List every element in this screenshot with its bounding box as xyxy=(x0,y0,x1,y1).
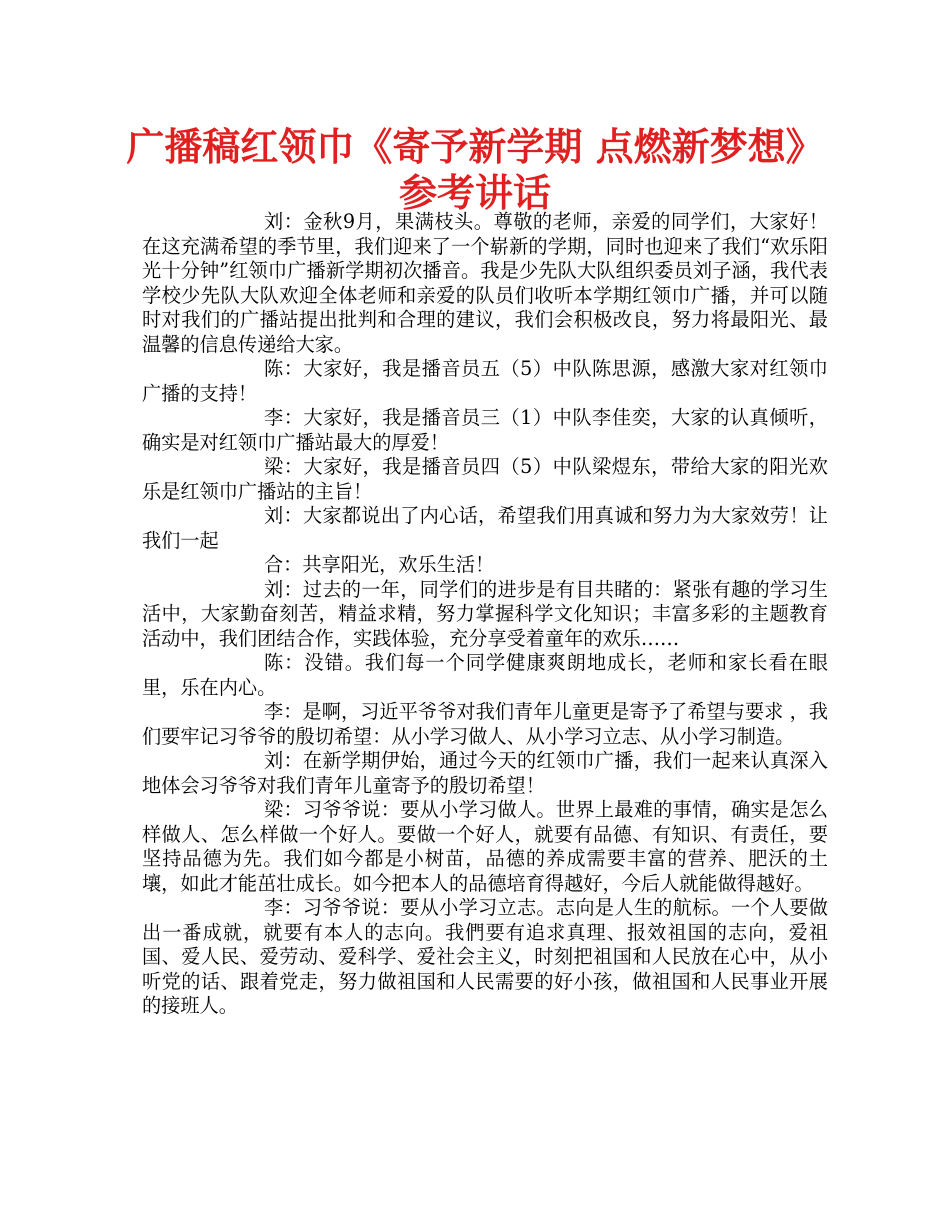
paragraph: 李：是啊，习近平爷爷对我们青年儿童更是寄予了希望与要求 ，我们要牢记习爷爷的殷切希望：从小学习做人、从小学习立志、从小学习制造。 xyxy=(142,700,828,748)
paragraph: 陈：没错。我们每一个同学健康爽朗地成长，老师和家长看在眼里，乐在内心。 xyxy=(142,651,828,699)
paragraph: 刘：大家都说出了内心话，希望我们用真诚和努力为大家效劳！让我们一起 xyxy=(142,504,828,552)
paragraph: 刘：在新学期伊始，通过今天的红领巾广播，我们一起来认真深入地体会习爷爷对我们青年儿童寄予的殷切希望！ xyxy=(142,749,828,797)
document-body xyxy=(142,210,828,1019)
paragraph: 刘：金秋9月，果满枝头。尊敬的老师，亲爱的同学们，大家好！在这充满希望的季节里，我们迎来了一个崭新的学期，同时也迎来了我们“欢乐阳光十分钟”红领巾广播新学期初次播音。我是少先队大队组织委员刘子涵，我代表学校少先队大队欢迎全体老师和亲爱的队员们收听本学期红领巾广播，并可以随时对我们的广播站提出批判和合理的建议，我们会积极改良，努力将最阳光、最温馨的信息传递给大家。 xyxy=(142,210,828,356)
paragraph: 合：共享阳光，欢乐生活！ xyxy=(264,553,495,576)
paragraph: 李：习爷爷说：要从小学习立志。志向是人生的航标。一个人要做出一番成就，就要有本人的志向。我們要有追求真理、报效祖国的志向，爱祖国、爱人民、爱劳动、爱科学、爱社会主义，时刻把祖国和人民放在心中，从小听党的话、跟着党走，努力做祖国和人民需要的好小孩，做祖国和人民事业开展的接班人。 xyxy=(142,896,828,1017)
paragraph: 梁：大家好，我是播音员四（5）中队梁煜东，带给大家的阳光欢乐是红领巾广播站的主旨！ xyxy=(142,455,828,503)
paragraph: 刘：过去的一年，同学们的进步是有目共睹的：紧张有趣的学习生活中，大家勤奋刻苦，精益求精，努力掌握科学文化知识；丰富多彩的主题教育活动中，我们团结合作，实践体验，充分享受着童年的欢乐…… xyxy=(142,577,828,650)
paragraph: 李：大家好，我是播音员三（1）中队李佳奕，大家的认真倾听，确实是对红领巾广播站最大的厚爱！ xyxy=(142,406,828,454)
paragraph: 陈：大家好，我是播音员五（5）中队陈思源，感激大家对红领巾广播的支持！ xyxy=(142,357,828,405)
document-title-line-2: 参考讲话 xyxy=(398,171,551,215)
paragraph: 梁：习爷爷说：要从小学习做人。世界上最难的事情，确实是怎么样做人、怎么样做一个好人。要做一个好人，就要有品德、有知识、有责任，要坚持品德为先。我们如今都是小树苗，品德的养成需要丰富的营养、肥沃的土壤，如此才能茁壮成长。如今把本人的品德培育得越好，今后人就能做得越好。 xyxy=(142,798,828,895)
document-title-line-1: 广播稿红领巾《寄予新学期 点燃新梦想》 xyxy=(126,125,824,169)
